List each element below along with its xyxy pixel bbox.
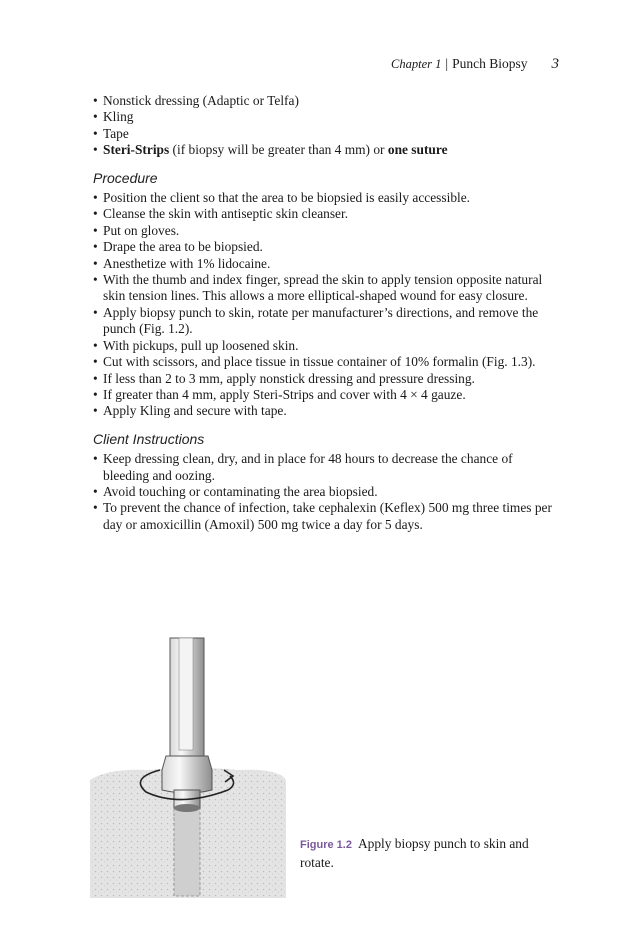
supplies-list <box>93 93 553 159</box>
bullet-icon: • <box>93 125 98 141</box>
header-separator: | <box>445 56 449 71</box>
bullet-icon: • <box>93 206 98 222</box>
bullet-icon: • <box>93 354 98 370</box>
bullet-icon: • <box>93 500 98 516</box>
bullet-icon: • <box>93 222 98 238</box>
bullet-icon: • <box>93 304 98 320</box>
list-item: • Kling <box>93 109 134 125</box>
bullet-icon: • <box>93 255 98 271</box>
page-number: 3 <box>551 56 559 72</box>
punch-collar <box>162 756 212 793</box>
bullet-icon: • <box>93 483 98 499</box>
list-item: • Drape the area to be biopsied. <box>93 239 263 255</box>
list-item: • Put on gloves. <box>93 222 180 238</box>
list-item: • Steri-Strips (if biopsy will be greater than 4 mm) or one suture <box>93 142 448 158</box>
bullet-icon: • <box>93 272 98 288</box>
list-item: • Avoid touching or contaminating the area biopsied. <box>93 483 378 499</box>
figure-caption <box>300 835 555 871</box>
list-item: • Tape <box>93 125 129 141</box>
list-item: • Anesthetize with 1% lidocaine. <box>93 255 271 271</box>
chapter-label: Chapter 1 <box>391 57 442 71</box>
bullet-icon: • <box>93 109 98 125</box>
procedure-heading: Procedure <box>93 169 158 186</box>
bullet-icon: • <box>93 451 98 467</box>
bullet-icon: • <box>93 337 98 353</box>
client-instructions-list <box>93 451 553 533</box>
list-item: • To prevent the chance of infection, take cephalexin (Keflex) 500 mg three times per day or amoxicillin (Amoxil) 500 mg twice a day for 5 days. <box>93 500 552 532</box>
biopsy-punch-illustration <box>88 630 288 900</box>
procedure-list <box>93 190 553 420</box>
list-item: • Cleanse the skin with antiseptic skin cleanser. <box>93 206 349 222</box>
bullet-icon: • <box>93 190 98 206</box>
main-text <box>93 93 553 533</box>
client-instructions-heading: Client Instructions <box>93 430 205 447</box>
biopsy-punch-drawing <box>88 630 288 900</box>
figure-caption-text: Apply biopsy punch to skin and rotate. <box>300 836 529 870</box>
bullet-icon: • <box>93 239 98 255</box>
tissue-core <box>174 808 200 896</box>
list-item: • Nonstick dressing (Adaptic or Telfa) <box>93 93 299 108</box>
running-header <box>391 56 559 73</box>
chapter-title: Punch Biopsy <box>452 56 528 71</box>
list-item: • Cut with scissors, and place tissue in tissue container of 10% formalin (Fig. 1.3). <box>93 354 536 370</box>
list-item: • If greater than 4 mm, apply Steri-Strips and cover with 4 × 4 gauze. <box>93 386 466 402</box>
list-item: • If less than 2 to 3 mm, apply nonstick dressing and pressure dressing. <box>93 370 475 386</box>
list-item: • Keep dressing clean, dry, and in place for 48 hours to decrease the chance of bleeding and oozing. <box>93 451 513 483</box>
list-item: • Position the client so that the area to be biopsied is easily accessible. <box>93 190 471 206</box>
bullet-icon: • <box>93 386 98 402</box>
list-item: • With pickups, pull up loosened skin. <box>93 337 299 353</box>
bullet-icon: • <box>93 142 98 158</box>
bullet-icon: • <box>93 93 98 108</box>
list-item: • Apply Kling and secure with tape. <box>93 403 287 419</box>
bullet-icon: • <box>93 370 98 386</box>
list-item: • Apply biopsy punch to skin, rotate per manufacturer’s directions, and remove the punch (Fig. 1.2). <box>93 304 539 337</box>
figure-label: Figure 1.2 <box>300 839 352 851</box>
bullet-icon: • <box>93 403 98 419</box>
list-item: • With the thumb and index finger, spread the skin to apply tension opposite natural skin tension lines. This allows a more elliptical-shaped wound for easy closure. <box>93 272 543 304</box>
